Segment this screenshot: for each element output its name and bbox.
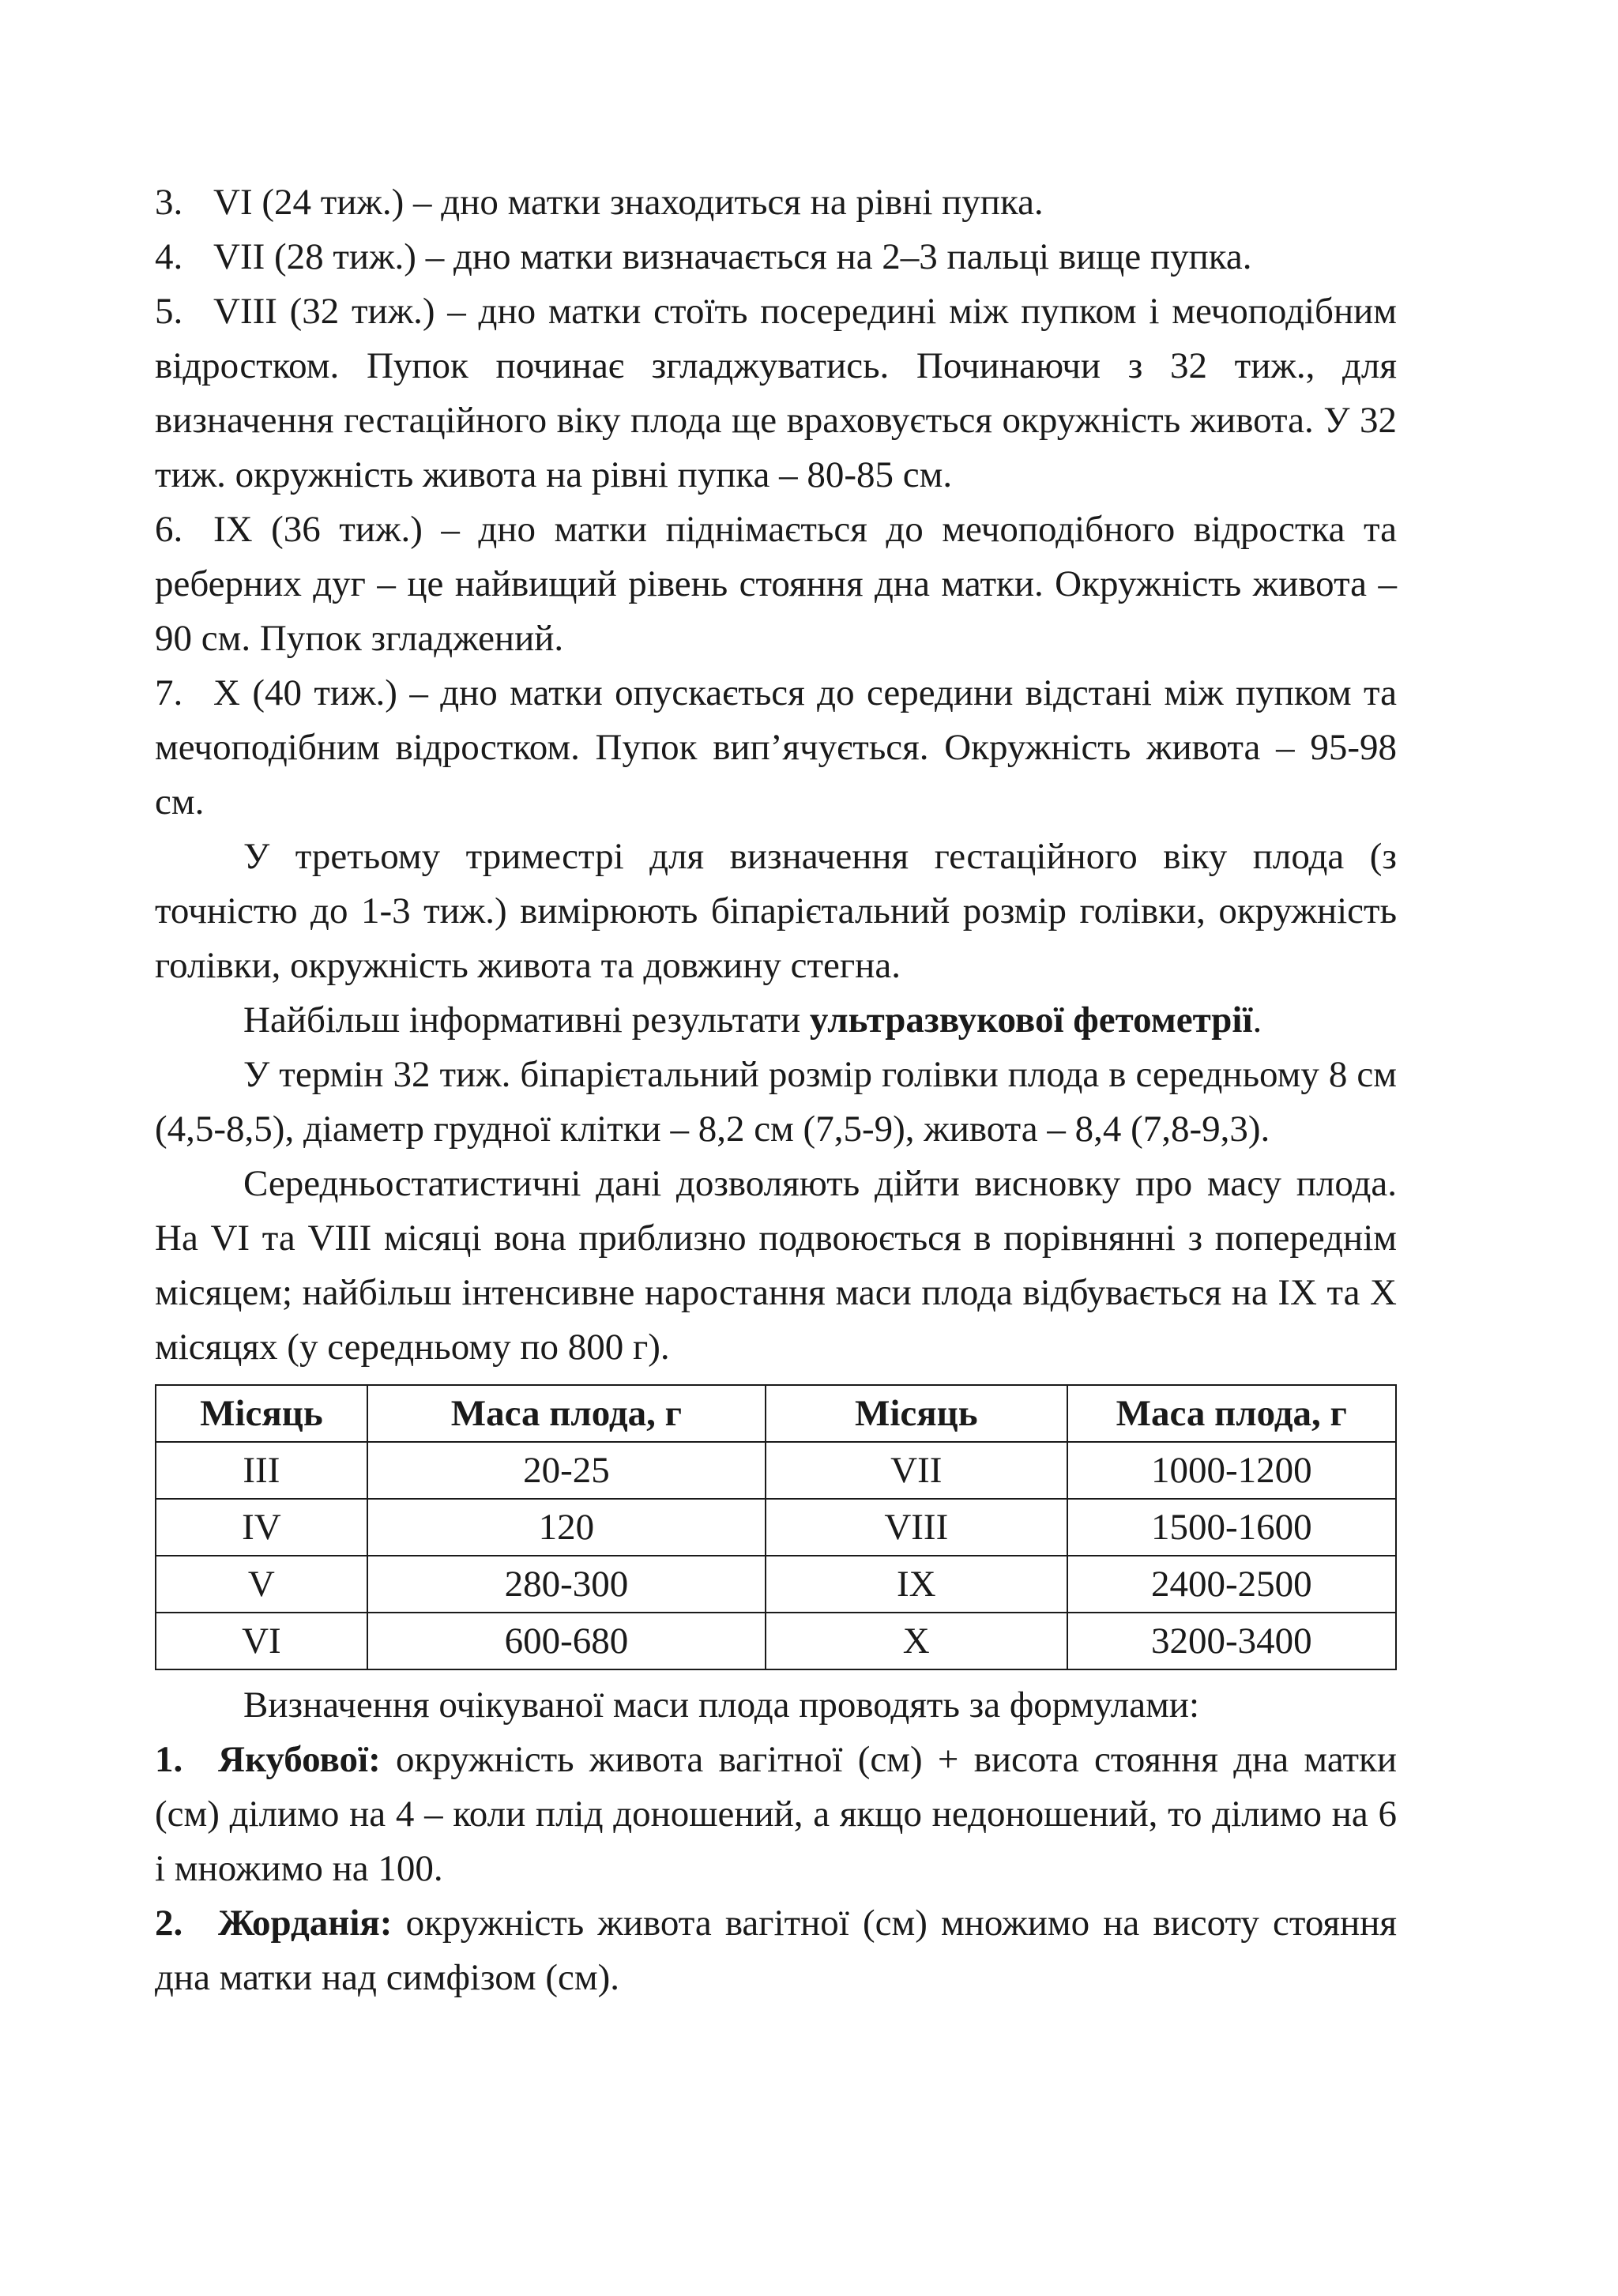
table-row	[156, 1499, 1396, 1556]
column-header-mass: Маса плода, г	[367, 1385, 766, 1442]
column-header-month: Місяць	[156, 1385, 367, 1442]
formula-text: окружність живота вагітної (см) + висота стояння дна матки (см) ділимо на 4 – коли плід доношений, а якщо недоношений, то ділимо на 6 і множимо на 100.	[155, 1739, 1397, 1889]
paragraph-trimester: У третьому триместрі для визначення гестаційного віку плода (з точністю до 1-3 тиж.) вимірюють біпарієтальний розмір голівки, окружність голівки, окружність живота та довжину стегна.	[155, 836, 1397, 986]
document-page	[155, 175, 1397, 2005]
list-item	[155, 230, 1397, 284]
list-item	[155, 284, 1397, 502]
list-item-text: VIII (32 тиж.) – дно матки стоїть посередині між пупком і мечоподібним відростком. Пупок починає згладжуватись. Починаючи з 32 тиж., для визначення гестаційного віку плода ще враховується окружність живота. У 32 тиж. окружність живота на рівні пупка – 80-85 см.	[155, 291, 1397, 495]
paragraph-formulas-intro: Визначення очікуваної маси плода проводять за формулами:	[243, 1684, 1200, 1726]
list-item	[155, 666, 1397, 830]
table-cell: 1500-1600	[1067, 1499, 1396, 1556]
fetometry-text: Найбільш інформативні результати	[243, 999, 810, 1041]
paragraph-32-weeks: У термін 32 тиж. біпарієтальний розмір голівки плода в середньому 8 см (4,5-8,5), діаметр грудної клітки – 8,2 см (7,5-9), живота – 8,4 (7,8-9,3).	[155, 1054, 1397, 1150]
column-header-month: Місяць	[766, 1385, 1067, 1442]
formula-item	[155, 1733, 1397, 1896]
table-cell: V	[156, 1556, 367, 1613]
table-row	[156, 1613, 1396, 1669]
formula-number: 1.	[155, 1739, 183, 1780]
list-item-number: 7.	[155, 672, 183, 713]
list-item-text: VI (24 тиж.) – дно матки знаходиться на рівні пупка.	[213, 182, 1044, 223]
formula-text: окружність живота вагітної (см) множимо на висоту стояння дна матки над симфізом (см).	[155, 1903, 1397, 1998]
list-item-text: IX (36 тиж.) – дно матки піднімається до мечоподібного відростка та реберних дуг – це найвищий рівень стояння дна матки. Окружність живота – 90 см. Пупок згладжений.	[155, 509, 1397, 659]
list-item-number: 5.	[155, 291, 183, 332]
table-cell: 3200-3400	[1067, 1613, 1396, 1669]
fetal-mass-table	[155, 1384, 1397, 1670]
list-item	[155, 502, 1397, 666]
table-cell: IV	[156, 1499, 367, 1556]
formula-name: Якубової:	[218, 1739, 381, 1780]
table-cell: VII	[766, 1442, 1067, 1499]
table-row	[156, 1442, 1396, 1499]
table-cell: 1000-1200	[1067, 1442, 1396, 1499]
table-row	[156, 1556, 1396, 1613]
paragraph-average-mass: Середньостатистичні дані дозволяють дійти висновку про масу плода. На VI та VIII місяці вона приблизно подвоюється в порівнянні з попереднім місяцем; найбільш інтенсивне наростання маси плода відбувається на IX та X місяцях (у середньому по 800 г).	[155, 1163, 1397, 1368]
table-cell: 120	[367, 1499, 766, 1556]
table-cell: 20-25	[367, 1442, 766, 1499]
list-item-number: 4.	[155, 236, 183, 277]
paragraph-fetometry	[155, 993, 1397, 1048]
table-cell: VIII	[766, 1499, 1067, 1556]
list-item-number: 3.	[155, 182, 183, 223]
formula-name: Жорданія:	[218, 1903, 393, 1944]
table-cell: IX	[766, 1556, 1067, 1613]
table-cell: III	[156, 1442, 367, 1499]
fetometry-end: .	[1252, 999, 1262, 1041]
formula-number: 2.	[155, 1903, 183, 1944]
list-item-text: X (40 тиж.) – дно матки опускається до середини відстані між пупком та мечоподібним відростком. Пупок вип’ячується. Окружність живота – 95-98 см.	[155, 672, 1397, 822]
list-item-number: 6.	[155, 509, 183, 550]
numbered-list	[155, 175, 1397, 830]
fetometry-term: ультразвукової фетометрії	[809, 999, 1253, 1041]
table-cell: VI	[156, 1613, 367, 1669]
table-header-row	[156, 1385, 1396, 1442]
list-item-text: VII (28 тиж.) – дно матки визначається на 2–3 пальці вище пупка.	[213, 236, 1252, 277]
table-cell: 280-300	[367, 1556, 766, 1613]
formula-item	[155, 1896, 1397, 2005]
table-cell: 2400-2500	[1067, 1556, 1396, 1613]
column-header-mass: Маса плода, г	[1067, 1385, 1396, 1442]
table-cell: X	[766, 1613, 1067, 1669]
list-item	[155, 175, 1397, 230]
table-cell: 600-680	[367, 1613, 766, 1669]
